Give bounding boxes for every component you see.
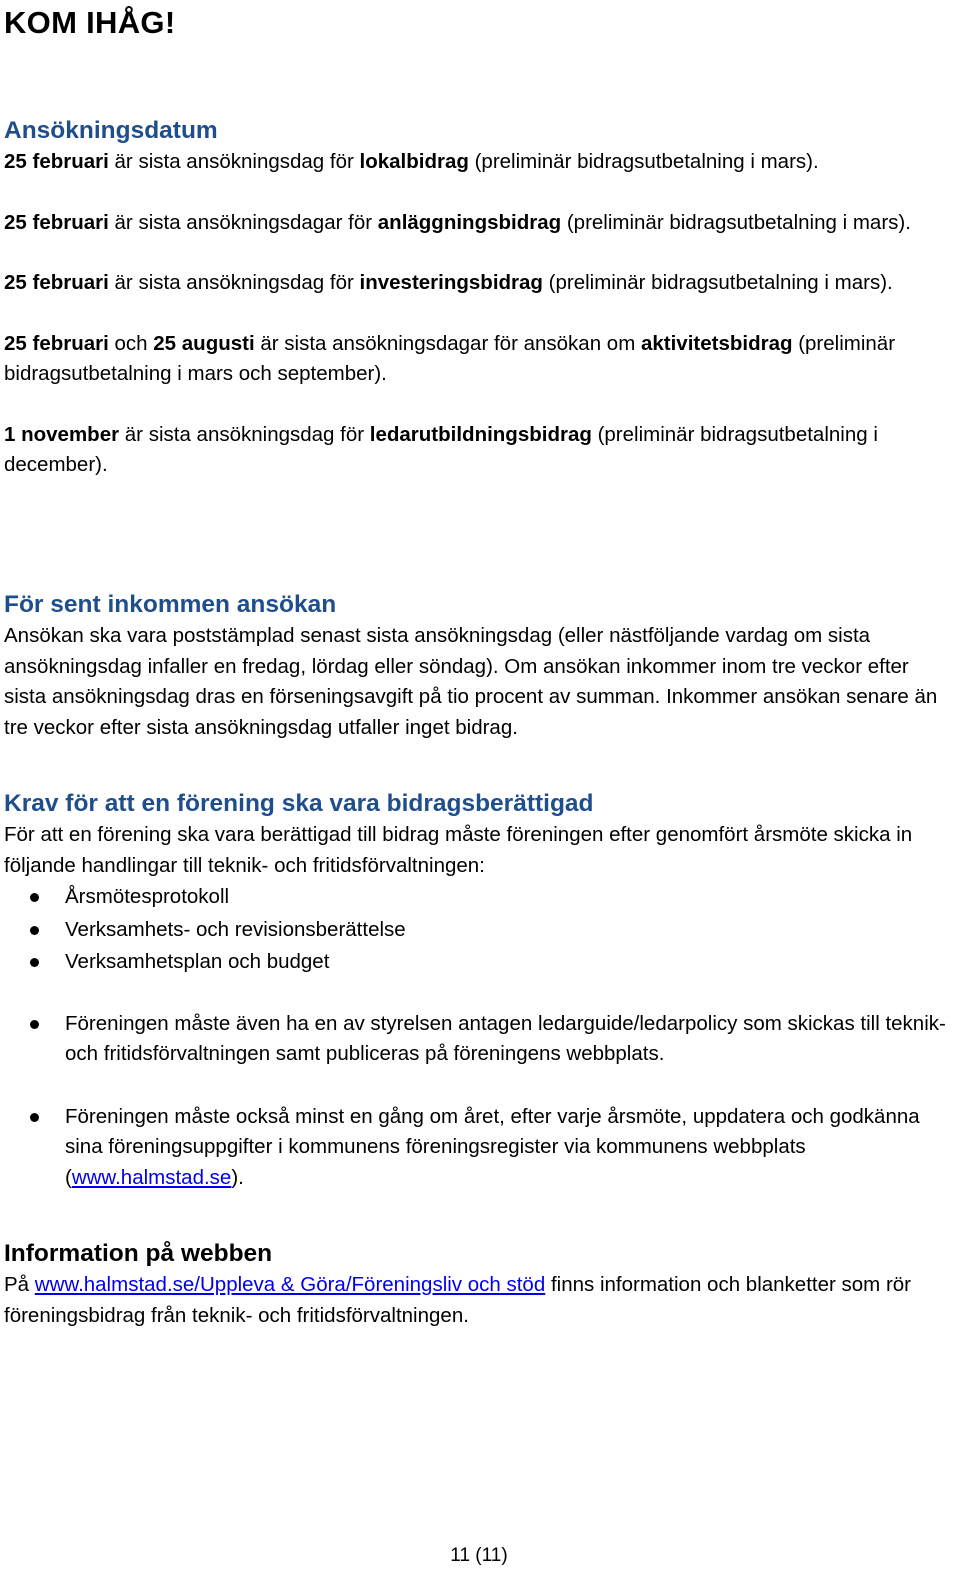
bullet-icon bbox=[30, 893, 39, 902]
bullet-icon bbox=[30, 1113, 39, 1122]
body-text: (preliminär bidragsutbetalning i mars och september). bbox=[4, 331, 896, 385]
bullet-icon bbox=[30, 1020, 39, 1029]
requirements-heading: Krav för att en förening ska vara bidragsberättigad bbox=[4, 790, 594, 817]
required-documents-list bbox=[4, 882, 954, 978]
body-text: är sista ansökningsdag för bbox=[119, 422, 370, 446]
list-item bbox=[4, 882, 954, 913]
date-text: 25 februari bbox=[4, 271, 109, 294]
body-text: (preliminär bidragsutbetalning i mars). bbox=[468, 150, 819, 173]
late-application-section bbox=[4, 589, 954, 743]
web-info-section bbox=[4, 1238, 954, 1331]
body-text: är sista ansökningsdagar för ansökan om bbox=[254, 331, 641, 355]
body-text: (preliminär bidragsutbetalning i mars). bbox=[542, 271, 893, 294]
application-dates-section bbox=[4, 115, 954, 481]
list-item-text: Verksamhetsplan och budget bbox=[65, 950, 330, 973]
date-text: 25 februari bbox=[4, 210, 109, 234]
page-title: KOM IHÅG! bbox=[4, 5, 176, 40]
date-item-ledarutbildningsbidrag bbox=[4, 420, 954, 481]
requirements-section bbox=[4, 788, 954, 1193]
grant-name: aktivitetsbidrag bbox=[640, 331, 793, 355]
late-application-text: Ansökan ska vara poststämplad senast sista ansökningsdag (eller nästföljande vardag om sista ansökningsdag infaller en fredag, lördag eller söndag). Om ansökan inkommer inom tre veckor efter sista ansökningsdag dras en förseningsavgift på tio procent av summan. Inkommer ansökan senare än tre veckor efter sista ansökningsdag utfaller inget bidrag. bbox=[4, 624, 938, 739]
body-text: (preliminär bidragsutbetalning i mars). bbox=[561, 210, 911, 234]
date-item-investeringsbidrag bbox=[4, 268, 954, 299]
requirements-intro: För att en förening ska vara berättigad till bidrag måste föreningen efter genomfört årsmöte skicka in följande handlingar till teknik- och fritidsförvaltningen: bbox=[4, 823, 913, 877]
list-item-text: Verksamhets- och revisionsberättelse bbox=[65, 917, 406, 941]
body-text: På bbox=[4, 1273, 35, 1296]
application-dates-heading: Ansökningsdatum bbox=[4, 117, 218, 144]
date-item-lokalbidrag bbox=[4, 147, 954, 178]
grant-name: anläggningsbidrag bbox=[377, 210, 562, 234]
list-item bbox=[4, 915, 954, 946]
body-text: finns information och blanketter som rör föreningsbidrag från teknik- och fritidsförvaltningen. bbox=[4, 1273, 911, 1327]
date-item-anlaggningsbidrag bbox=[4, 208, 954, 239]
body-text: är sista ansökningsdag för bbox=[108, 271, 360, 294]
update-list bbox=[4, 1102, 954, 1194]
list-item-text: Årsmötesprotokoll bbox=[65, 885, 230, 908]
bullet-icon bbox=[30, 958, 39, 967]
grant-name: investeringsbidrag bbox=[359, 271, 543, 294]
bullet-icon bbox=[30, 926, 39, 935]
date-text: 25 februari bbox=[4, 331, 109, 355]
date-item-aktivitetsbidrag bbox=[4, 329, 954, 390]
list-item bbox=[4, 947, 954, 978]
grant-name: lokalbidrag bbox=[359, 150, 469, 173]
body-text: är sista ansökningsdagar för bbox=[108, 210, 378, 234]
body-text: och bbox=[108, 331, 154, 355]
list-item-text: ). bbox=[231, 1165, 244, 1189]
list-item-text: Föreningen måste även ha en av styrelsen antagen ledarguide/ledarpolicy som skickas till teknik- och fritidsförvaltningen samt publiceras på föreningens webbplats. bbox=[65, 1011, 946, 1065]
body-text: (preliminär bidragsutbetalning i december). bbox=[4, 422, 878, 476]
halmstad-link[interactable]: www.halmstad.se bbox=[71, 1165, 232, 1189]
web-info-heading: Information på webben bbox=[4, 1240, 273, 1267]
page-number: 11 (11) bbox=[450, 1545, 508, 1566]
date-text: 1 november bbox=[4, 422, 120, 446]
body-text: är sista ansökningsdag för bbox=[108, 150, 360, 173]
date-text: 25 februari bbox=[4, 150, 109, 173]
list-item bbox=[4, 1009, 954, 1070]
list-item-text: Föreningen måste också minst en gång om året, efter varje årsmöte, uppdatera och godkänna sina föreningsuppgifter i kommunens föreningsregister via kommunens webbplats ( bbox=[65, 1104, 920, 1189]
list-item bbox=[4, 1102, 954, 1194]
date-text: 25 augusti bbox=[153, 331, 255, 355]
foreningsliv-link[interactable]: www.halmstad.se/Uppleva & Göra/Föreningsliv och stöd bbox=[34, 1273, 546, 1296]
web-info-text bbox=[4, 1270, 954, 1331]
policy-list bbox=[4, 1009, 954, 1070]
grant-name: ledarutbildningsbidrag bbox=[369, 422, 592, 446]
late-application-heading: För sent inkommen ansökan bbox=[4, 591, 337, 618]
